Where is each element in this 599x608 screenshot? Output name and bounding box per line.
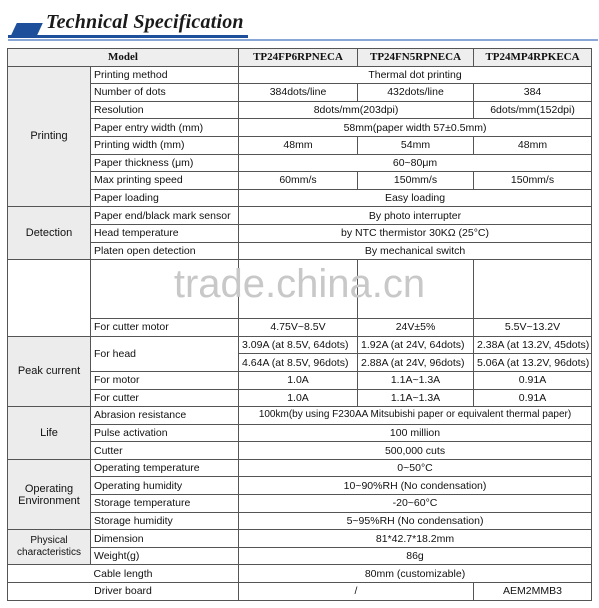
row-label: Storage humidity (91, 512, 239, 530)
cell-value: 5.5V~13.2V (474, 319, 592, 337)
table-header-row (8, 49, 592, 67)
header-rule (8, 39, 598, 41)
group-physical: Physical characteristics (8, 530, 91, 565)
model-1: TP24FP6RPNECA (239, 49, 358, 67)
table-row (8, 512, 592, 530)
row-label: Paper entry width (mm) (91, 119, 239, 137)
row-label: Printing width (mm) (91, 136, 239, 154)
table-row (8, 242, 592, 260)
table-row (8, 224, 592, 242)
row-label: Head temperature (91, 224, 239, 242)
row-label: For cutter motor (91, 319, 239, 337)
row-label: Platen open detection (91, 242, 239, 260)
cell-value: 0.91A (474, 389, 592, 407)
cell-value: 5.06A (at 13.2V, 96dots) (474, 354, 592, 372)
row-label: For cutter (91, 389, 239, 407)
cell-value: 0~50°C (239, 459, 592, 477)
cell-value: 0.91A (474, 371, 592, 389)
cell-value: 2.88A (at 24V, 96dots) (358, 354, 474, 372)
cell-value: 150mm/s (358, 172, 474, 190)
cell-value: 24V±5% (358, 319, 474, 337)
row-label: Abrasion resistance (91, 407, 239, 425)
group-life: Life (8, 407, 91, 460)
table-row (8, 136, 592, 154)
model-label: Model (8, 49, 239, 67)
cell-value: By mechanical switch (239, 242, 592, 260)
cell-value: 60mm/s (239, 172, 358, 190)
row-label: Paper loading (91, 189, 239, 207)
table-row (8, 424, 592, 442)
group-detection: Detection (8, 207, 91, 260)
cell-value: 1.1A~1.3A (358, 389, 474, 407)
cell-value: 3.09A (at 8.5V, 64dots) (239, 336, 358, 354)
cell-value: 58mm(paper width 57±0.5mm) (239, 119, 592, 137)
obscured-cell (239, 260, 358, 319)
cell-value: 81*42.7*18.2mm (239, 530, 592, 548)
cell-value: / (239, 583, 474, 601)
header-accent (11, 23, 43, 35)
cell-value: 384 (474, 84, 592, 102)
header (0, 0, 599, 44)
cell-value: 60~80μm (239, 154, 592, 172)
table-row (8, 119, 592, 137)
model-2: TP24FN5RPNECA (358, 49, 474, 67)
row-label: Storage temperature (91, 495, 239, 513)
row-label: Pulse activation (91, 424, 239, 442)
table-row (8, 389, 592, 407)
cell-value: 1.1A~1.3A (358, 371, 474, 389)
watermark: trade.china.cn (173, 262, 426, 306)
table-row (8, 547, 592, 565)
cell-value: AEM2MMB3 (474, 583, 592, 601)
table-row (8, 583, 592, 601)
cell-value: 432dots/line (358, 84, 474, 102)
table-row (8, 336, 592, 354)
row-label: Resolution (91, 101, 239, 119)
row-label: Dimension (91, 530, 239, 548)
cell-value: Thermal dot printing (239, 66, 592, 84)
table-row (8, 495, 592, 513)
row-label: Paper thickness (μm) (91, 154, 239, 172)
cell-value: 86g (239, 547, 592, 565)
obscured-cell (358, 260, 474, 319)
cell-value: 48mm (239, 136, 358, 154)
row-label: Weight(g) (91, 547, 239, 565)
cell-value: 100 million (239, 424, 592, 442)
table-row (8, 172, 592, 190)
table-row (8, 530, 592, 548)
cell-value: By photo interrupter (239, 207, 592, 225)
cell-value: 384dots/line (239, 84, 358, 102)
cell-value: 5~95%RH (No condensation) (239, 512, 592, 530)
table-row (8, 371, 592, 389)
cell-value: by NTC thermistor 30KΩ (25°C) (239, 224, 592, 242)
table-row (8, 407, 592, 425)
title-underline (8, 35, 248, 38)
row-label: Paper end/black mark sensor (91, 207, 239, 225)
row-label: For motor (91, 371, 239, 389)
row-label: Cutter (91, 442, 239, 460)
obscured-row (8, 260, 592, 319)
table-row (8, 207, 592, 225)
cell-value: 150mm/s (474, 172, 592, 190)
table-row (8, 442, 592, 460)
cell-value: 1.0A (239, 371, 358, 389)
table-row (8, 319, 592, 337)
row-label: Max printing speed (91, 172, 239, 190)
row-label: Number of dots (91, 84, 239, 102)
row-label: Driver board (8, 583, 239, 601)
table-row (8, 154, 592, 172)
table-row (8, 189, 592, 207)
cell-value: 54mm (358, 136, 474, 154)
cell-value: 6dots/mm(152dpi) (474, 101, 592, 119)
table-row (8, 459, 592, 477)
spec-table (7, 48, 592, 601)
cell-value: 8dots/mm(203dpi) (239, 101, 474, 119)
obscured-cell (91, 260, 239, 319)
table-row (8, 101, 592, 119)
page-title: Technical Specification (46, 11, 244, 33)
group-printing: Printing (8, 66, 91, 207)
model-3: TP24MP4RPKECA (474, 49, 592, 67)
obscured-cell (474, 260, 592, 319)
row-label: For head (91, 336, 239, 371)
cell-value: 10~90%RH (No condensation) (239, 477, 592, 495)
row-label: Operating humidity (91, 477, 239, 495)
cell-value: 500,000 cuts (239, 442, 592, 460)
row-label: Cable length (8, 565, 239, 583)
obscured-group (8, 260, 91, 337)
cell-value: 80mm (customizable) (239, 565, 592, 583)
row-label: Operating temperature (91, 459, 239, 477)
table-row (8, 477, 592, 495)
cell-value: 2.38A (at 13.2V, 45dots) (474, 336, 592, 354)
cell-value: Easy loading (239, 189, 592, 207)
cell-value: 4.75V~8.5V (239, 319, 358, 337)
table-row (8, 66, 592, 84)
group-environment: Operating Environment (8, 459, 91, 529)
table-row (8, 84, 592, 102)
cell-value: 100km(by using F230AA Mitsubishi paper or equivalent thermal paper) (239, 407, 592, 425)
table-row (8, 565, 592, 583)
cell-value: 1.92A (at 24V, 64dots) (358, 336, 474, 354)
row-label: Printing method (91, 66, 239, 84)
cell-value: 1.0A (239, 389, 358, 407)
group-peak-current: Peak current (8, 336, 91, 406)
cell-value: -20~60°C (239, 495, 592, 513)
cell-value: 4.64A (at 8.5V, 96dots) (239, 354, 358, 372)
cell-value: 48mm (474, 136, 592, 154)
